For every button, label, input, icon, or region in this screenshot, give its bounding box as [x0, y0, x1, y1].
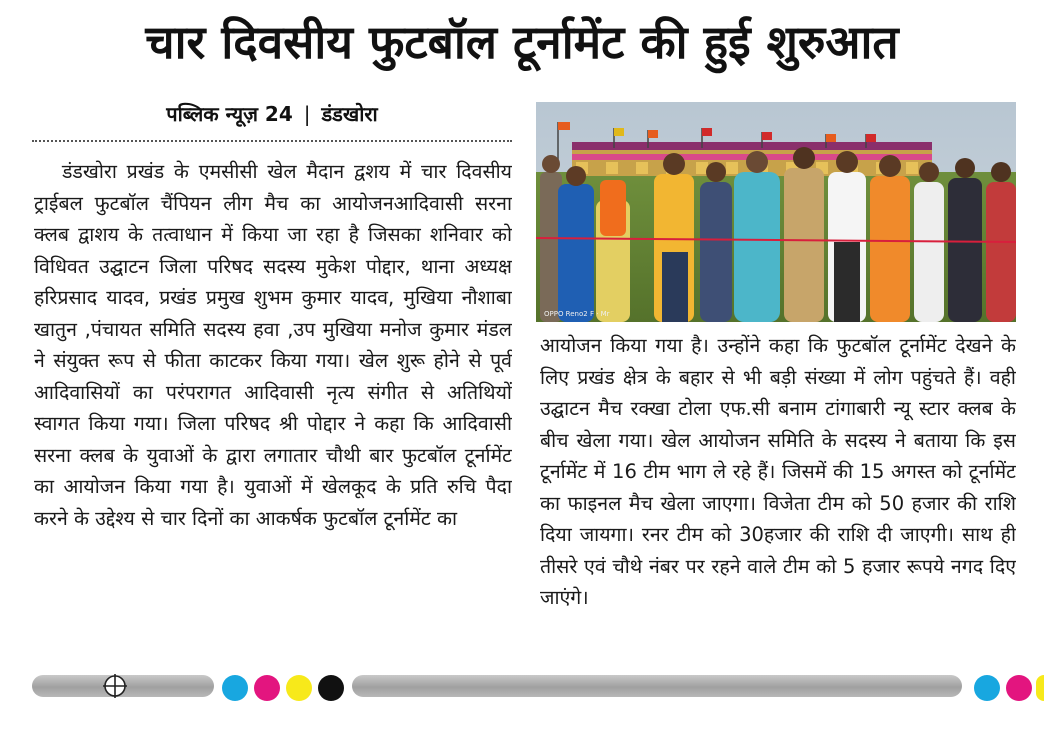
photo-watermark: OPPO Reno2 F · Mr	[544, 310, 610, 318]
byline-separator: |	[303, 102, 311, 126]
article-paragraph-right: आयोजन किया गया है। उन्होंने कहा कि फुटबॉल टूर्नामेंट देखने के लिए प्रखंड क्षेत्र के बहार से भी बड़ी संख्या में लोग पहुंचते हैं। वही उद्घाटन मैच रक्खा टोला एफ.सी बनाम टांगाबारी न्यू स्टार क्लब के बीच खेला गया। खेल आयोजन समिति के सदस्य ने बताया कि इस टूर्नामेंट में 16 टीम भाग ले रहे हैं। जिसमें की 15 अगस्त को टूर्नामेंट का फाइनल मैच खेला जाएगा। विजेता टीम को 50 हजार की राशि दिया जायगा। रनर टीम को 30हजार की राशि दी जाएगी। साथ ही तीसरे एवं चौथे नंबर पर रहने वाले टीम को 5 हजार रूपये नगद दिए जाएंगे।	[540, 334, 1016, 609]
yellow-swatch	[286, 675, 312, 701]
cyan-swatch	[222, 675, 248, 701]
black-swatch	[318, 675, 344, 701]
print-strip-bar-right	[352, 675, 962, 697]
byline	[30, 100, 514, 128]
magenta-swatch-right	[1006, 675, 1032, 701]
registration-mark-icon	[102, 673, 128, 699]
event-photo	[536, 102, 1016, 322]
dotted-divider	[32, 140, 512, 142]
byline-source: पब्लिक न्यूज़ 24	[166, 102, 293, 126]
byline-location: डंडखोरा	[321, 102, 378, 126]
yellow-swatch-right	[1036, 675, 1044, 701]
article-right-column	[540, 330, 1016, 662]
article-left-column	[34, 156, 512, 662]
magenta-swatch	[254, 675, 280, 701]
print-registration-strip	[0, 672, 1044, 700]
article-paragraph-left: डंडखोरा प्रखंड के एमसीसी खेल मैदान द्वशय में चार दिवसीय ट्राईबल फुटबॉल चैंपियन लीग मैच का आयोजनआदिवासी सरना क्लब द्वाशय के तत्वाधान में किया जा रहा है जिसका शनिवार को विधिवत उद्घाटन जिला परिषद सदस्य मुकेश पोद्दार, थाना अध्यक्ष हरिप्रसाद यादव, प्रखंड प्रमुख शुभम कुमार यादव, मुखिया नौशाबा खातुन ,पंचायत समिति सदस्य हवा ,उप मुखिया मनोज कुमार मंडल ने संयुक्त रूप से फीता काटकर किया गया। खेल शुरू होने से पूर्व आदिवासियों का परंपरागत आदिवासी नृत्य संगीत से अतिथियों स्वागत किया गया। जिला परिषद श्री पोद्दार ने कहा कि आदिवासी सरना क्लब के युवाओं के द्वारा लगातार चौथी बार फुटबॉल टूर्नामेंट का आयोजन किया गया है। युवाओं में खेलकूद के प्रति रुचि पैदा करने के उद्देश्य से चार दिनों का आकर्षक फुटबॉल टूर्नामेंट का	[34, 160, 512, 530]
headline: चार दिवसीय फुटबॉल टूर्नामेंट की हुई शुरुआत	[145, 15, 899, 69]
cyan-swatch-right	[974, 675, 1000, 701]
